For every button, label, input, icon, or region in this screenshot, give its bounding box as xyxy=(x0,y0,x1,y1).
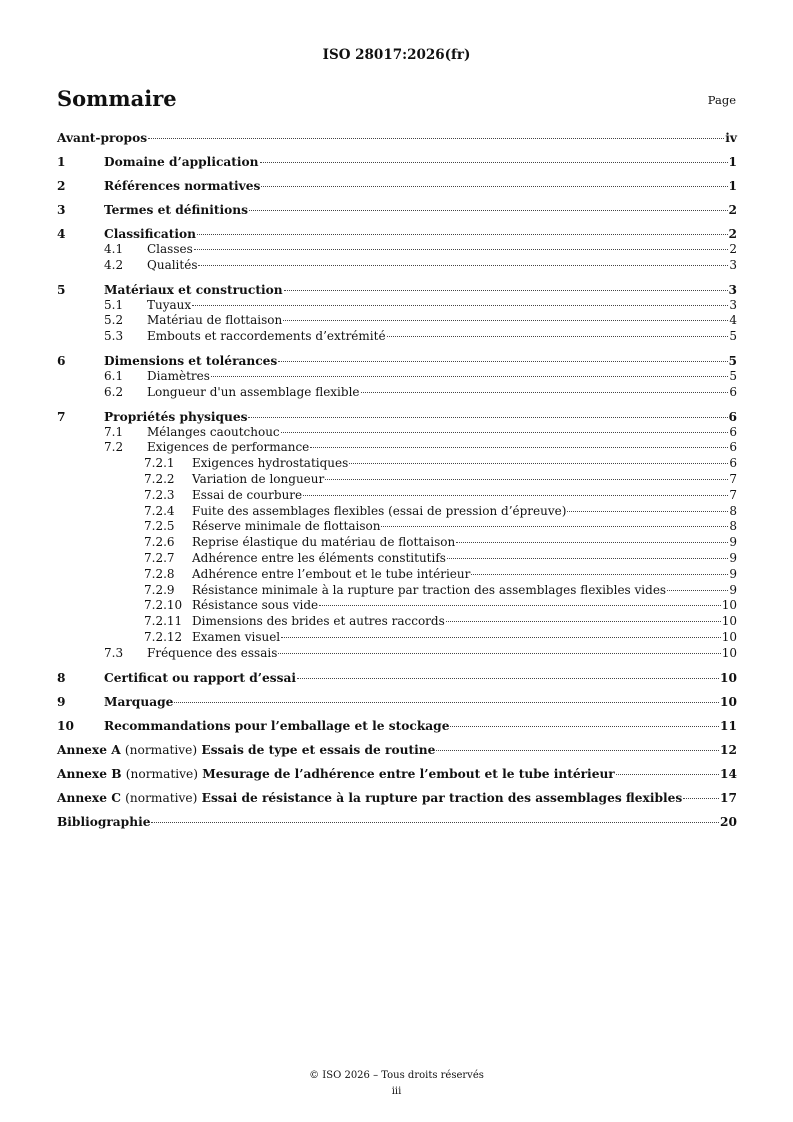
toc-dot-leader xyxy=(197,234,728,235)
toc-entry-title: Réserve minimale de flottaison xyxy=(192,519,381,534)
toc-entry-number: 7.2.12 xyxy=(144,629,183,644)
toc-entry-title: Essai de résistance à la rupture par traction des assemblages flexibles xyxy=(201,790,683,805)
toc-page-number: 3 xyxy=(729,297,737,312)
toc-dot-leader xyxy=(447,558,728,559)
toc-entry[interactable] xyxy=(57,369,737,385)
toc-page-number: 12 xyxy=(720,742,737,757)
copyright-notice: © ISO 2026 – Tous droits réservés xyxy=(309,1070,484,1081)
toc-entry-title: Fréquence des essais xyxy=(147,645,278,660)
toc-entry[interactable] xyxy=(57,154,737,170)
toc-page-number: 9 xyxy=(729,535,737,550)
toc-dot-leader xyxy=(278,361,727,362)
toc-entry[interactable] xyxy=(57,567,737,583)
toc-entry-number: 7.2.2 xyxy=(144,471,175,486)
toc-page-number: 14 xyxy=(720,766,737,781)
toc-entry-title: Adhérence entre les éléments constitutifs xyxy=(192,550,446,565)
page-number: iii xyxy=(391,1086,402,1097)
toc-entry[interactable] xyxy=(57,646,737,662)
toc-entry-number: 4.1 xyxy=(104,242,124,256)
toc-page-number: 9 xyxy=(729,582,737,597)
toc-dot-leader xyxy=(683,798,719,799)
toc-entry-title: Matériau de flottaison xyxy=(147,313,283,328)
toc-page-number: 7 xyxy=(729,471,737,486)
toc-entry-title: Essais de type et essais de routine xyxy=(201,742,436,757)
toc-entry-title: Bibliographie xyxy=(57,814,151,829)
toc-dot-leader xyxy=(192,305,728,306)
toc-page-number: 2 xyxy=(729,242,737,256)
toc-annex-status: (normative) xyxy=(125,766,198,781)
toc-entry[interactable] xyxy=(57,329,737,345)
toc-entry-title: Essai de courbure xyxy=(192,487,303,502)
toc-entry-number: 6.1 xyxy=(104,368,124,383)
toc-entry-number: 7.2.4 xyxy=(144,503,175,518)
toc-dot-leader xyxy=(310,447,728,448)
toc-dot-leader xyxy=(284,290,728,291)
toc-entry-number: 7.2.1 xyxy=(144,456,175,471)
toc-entry-title: Exigences hydrostatiques xyxy=(192,456,349,471)
toc-entry[interactable] xyxy=(57,353,737,369)
toc-entry-number: 2 xyxy=(57,179,66,193)
toc-entry-number: 7.2.10 xyxy=(144,598,183,613)
toc-dot-leader xyxy=(281,432,729,433)
toc-entry-number: 7.2 xyxy=(104,440,124,455)
toc-entry[interactable] xyxy=(57,790,737,806)
toc-entry-title: Résistance minimale à la rupture par traction des assemblages flexibles vides xyxy=(192,582,667,597)
toc-entry-number: 1 xyxy=(57,155,66,169)
toc-entry-number: 7.2.6 xyxy=(144,535,175,550)
toc-page-number: 10 xyxy=(721,629,737,644)
toc-page-number: 5 xyxy=(728,353,737,368)
toc-entry[interactable] xyxy=(57,425,737,441)
toc-entry[interactable] xyxy=(57,385,737,401)
table-of-contents xyxy=(57,130,737,830)
toc-entry-number: 5.1 xyxy=(104,297,124,312)
toc-entry-number: 7.2.3 xyxy=(144,487,175,502)
toc-dot-leader xyxy=(325,479,728,480)
toc-entry[interactable] xyxy=(57,694,737,710)
toc-page-number: 6 xyxy=(729,424,737,439)
document-header: ISO 28017:2026(fr) xyxy=(322,47,471,63)
toc-page-number: 20 xyxy=(720,814,737,829)
toc-dot-leader xyxy=(446,621,721,622)
page-footer xyxy=(0,1068,793,1100)
toc-entry-title: Dimensions des brides et autres raccords xyxy=(192,614,445,629)
toc-dot-leader xyxy=(319,605,721,606)
toc-entry[interactable] xyxy=(57,440,737,456)
toc-entry-number: 7.2.5 xyxy=(144,519,175,534)
toc-dot-leader xyxy=(261,186,727,187)
toc-entry-number: 4.2 xyxy=(104,257,124,272)
toc-page-number: 10 xyxy=(721,598,737,613)
toc-annex-label: Annexe C xyxy=(57,790,121,805)
toc-entry-number: 9 xyxy=(57,694,66,709)
toc-entry-number: 7 xyxy=(57,409,66,424)
toc-page-number: 1 xyxy=(728,179,737,193)
toc-entry-number: 7.2.7 xyxy=(144,550,175,565)
toc-entry-title: Termes et définitions xyxy=(104,203,248,217)
toc-dot-leader xyxy=(283,320,728,321)
toc-entry-title: Recommandations pour l’emballage et le stockage xyxy=(104,718,450,733)
toc-dot-leader xyxy=(151,822,719,823)
toc-dot-leader xyxy=(471,574,728,575)
toc-entry-title: Tuyaux xyxy=(147,297,192,312)
toc-dot-leader xyxy=(278,653,720,654)
toc-entry-title: Classification xyxy=(104,227,197,241)
toc-entry[interactable] xyxy=(57,242,737,258)
toc-entry[interactable] xyxy=(57,409,737,425)
toc-entry[interactable] xyxy=(57,178,737,194)
toc-dot-leader xyxy=(667,590,728,591)
toc-entry-title: Avant-propos xyxy=(57,131,148,145)
toc-entry[interactable] xyxy=(57,742,737,758)
toc-entry-title: Propriétés physiques xyxy=(104,409,248,424)
toc-page-number: 2 xyxy=(728,227,737,241)
toc-entry-title: Classes xyxy=(147,242,193,256)
toc-entry-title: Certificat ou rapport d’essai xyxy=(104,670,296,685)
toc-page-number: 5 xyxy=(729,329,737,344)
toc-page-number: iv xyxy=(725,131,737,145)
toc-entry[interactable] xyxy=(57,488,737,504)
toc-page-number: 17 xyxy=(720,790,737,805)
toc-entry-number: 7.2.11 xyxy=(144,614,183,629)
toc-entry-number: 5.2 xyxy=(104,313,124,328)
toc-dot-leader xyxy=(387,336,729,337)
toc-page-number: 6 xyxy=(729,440,737,455)
toc-entry-title: Dimensions et tolérances xyxy=(104,353,278,368)
toc-annex-label: Annexe A xyxy=(57,742,121,757)
toc-entry[interactable] xyxy=(57,472,737,488)
toc-page-number: 9 xyxy=(729,566,737,581)
toc-page-number: 8 xyxy=(729,503,737,518)
toc-dot-leader xyxy=(260,162,728,163)
toc-dot-leader xyxy=(281,637,721,638)
toc-entry-number: 7.1 xyxy=(104,424,124,439)
toc-dot-leader xyxy=(436,750,719,751)
toc-entry-title: Diamètres xyxy=(147,368,210,383)
toc-page-number: 10 xyxy=(721,645,737,660)
toc-entry-number: 10 xyxy=(57,718,74,733)
toc-page-number: 4 xyxy=(729,313,737,328)
toc-entry-title: Matériaux et construction xyxy=(104,282,283,297)
toc-dot-leader xyxy=(248,417,727,418)
toc-page-number: 6 xyxy=(728,409,737,424)
toc-entry-title: Domaine d’application xyxy=(104,155,259,169)
toc-entry-title: Fuite des assemblages flexibles (essai de pression d’épreuve) xyxy=(192,503,567,518)
toc-entry-number: 5 xyxy=(57,282,66,297)
toc-entry-number: 6 xyxy=(57,353,66,368)
toc-page-number: 10 xyxy=(720,670,737,685)
toc-dot-leader xyxy=(249,210,728,211)
toc-page-number: 7 xyxy=(729,487,737,502)
toc-page-number: 1 xyxy=(728,155,737,169)
toc-dot-leader xyxy=(567,511,728,512)
toc-dot-leader xyxy=(616,774,719,775)
toc-entry-number: 8 xyxy=(57,670,66,685)
toc-page-number: 10 xyxy=(720,694,737,709)
toc-entry-title: Reprise élastique du matériau de flottaison xyxy=(192,535,456,550)
toc-page-number: 3 xyxy=(728,282,737,297)
toc-dot-leader xyxy=(303,495,728,496)
toc-dot-leader xyxy=(198,265,728,266)
toc-dot-leader xyxy=(349,463,728,464)
toc-dot-leader xyxy=(381,526,728,527)
toc-dot-leader xyxy=(194,249,729,250)
toc-entry-title: Longueur d'un assemblage flexible xyxy=(147,384,360,399)
toc-entry[interactable] xyxy=(57,583,737,599)
toc-entry-title: Marquage xyxy=(104,694,174,709)
toc-entry-title: Qualités xyxy=(147,257,198,272)
page-title: Sommaire xyxy=(57,86,177,111)
toc-page-number: 6 xyxy=(729,456,737,471)
toc-entry[interactable] xyxy=(57,670,737,686)
toc-page-number: 8 xyxy=(729,519,737,534)
toc-dot-leader xyxy=(148,138,724,139)
toc-page-number: 11 xyxy=(720,718,737,733)
toc-entry[interactable] xyxy=(57,519,737,535)
toc-annex-status: (normative) xyxy=(125,790,198,805)
toc-entry-number: 7.2.9 xyxy=(144,582,175,597)
toc-entry-number: 6.2 xyxy=(104,384,124,399)
toc-entry[interactable] xyxy=(57,535,737,551)
toc-dot-leader xyxy=(450,726,719,727)
toc-entry-title: Exigences de performance xyxy=(147,440,310,455)
toc-entry[interactable] xyxy=(57,202,737,218)
toc-entry-number: 5.3 xyxy=(104,329,124,344)
toc-page-number: 5 xyxy=(729,368,737,383)
toc-entry[interactable] xyxy=(57,258,737,274)
toc-entry-title: Examen visuel xyxy=(192,629,281,644)
toc-page-number: 2 xyxy=(728,203,737,217)
toc-entry-title: Mesurage de l’adhérence entre l’embout et le tube intérieur xyxy=(202,766,615,781)
toc-dot-leader xyxy=(174,702,719,703)
toc-entry[interactable] xyxy=(57,614,737,630)
toc-entry[interactable] xyxy=(57,298,737,314)
toc-entry-title: Variation de longueur xyxy=(192,471,325,486)
toc-entry[interactable] xyxy=(57,630,737,646)
toc-entry-number: 7.3 xyxy=(104,645,124,660)
toc-dot-leader xyxy=(456,542,728,543)
toc-page-number: 6 xyxy=(729,384,737,399)
toc-entry[interactable] xyxy=(57,282,737,298)
toc-entry-number: 3 xyxy=(57,203,66,217)
toc-entry-title: Références normatives xyxy=(104,179,261,193)
toc-dot-leader xyxy=(361,392,729,393)
toc-entry[interactable] xyxy=(57,551,737,567)
toc-entry[interactable] xyxy=(57,814,737,830)
toc-dot-leader xyxy=(297,678,719,679)
toc-annex-status: (normative) xyxy=(124,742,198,757)
toc-entry[interactable] xyxy=(57,226,737,242)
toc-dot-leader xyxy=(211,376,728,377)
toc-page-number: 10 xyxy=(721,614,737,629)
toc-entry-title: Résistance sous vide xyxy=(192,598,319,613)
toc-entry-title: Embouts et raccordements d’extrémité xyxy=(147,329,386,344)
toc-entry[interactable] xyxy=(57,130,737,146)
toc-page-number: 9 xyxy=(729,550,737,565)
toc-entry-number: 7.2.8 xyxy=(144,566,175,581)
toc-entry-title: Mélanges caoutchouc xyxy=(147,424,280,439)
toc-entry-title: Adhérence entre l’embout et le tube intérieur xyxy=(192,566,471,581)
toc-page-number: 3 xyxy=(729,257,737,272)
toc-entry-number: 4 xyxy=(57,227,66,241)
toc-entry[interactable] xyxy=(57,718,737,734)
toc-entry[interactable] xyxy=(57,766,737,782)
toc-entry[interactable] xyxy=(57,504,737,520)
toc-entry[interactable] xyxy=(57,598,737,614)
page-column-label: Page xyxy=(707,93,736,107)
toc-entry[interactable] xyxy=(57,456,737,472)
toc-annex-label: Annexe B xyxy=(57,766,122,781)
toc-entry[interactable] xyxy=(57,313,737,329)
